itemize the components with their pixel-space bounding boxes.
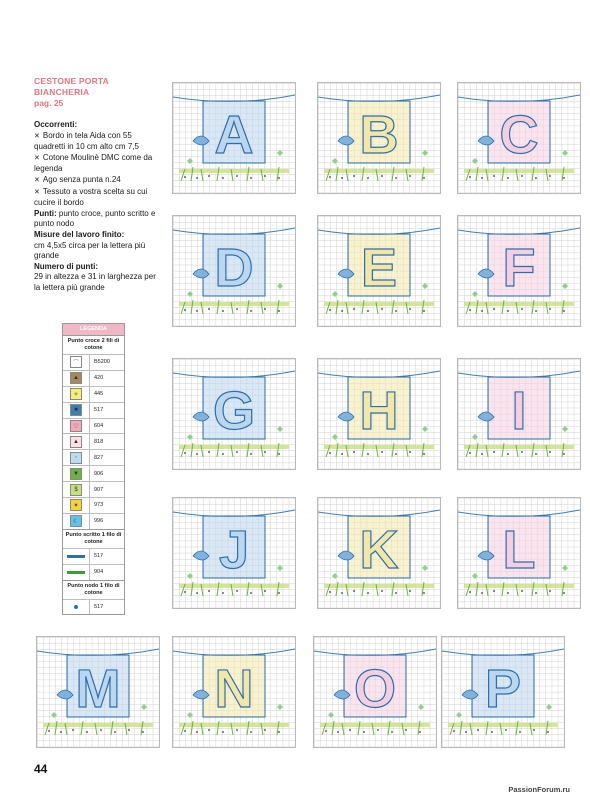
- chart-graphic: [314, 637, 436, 747]
- legend-swatch: [63, 450, 90, 465]
- legend-row: [63, 513, 124, 529]
- legend-row: [63, 497, 124, 513]
- cross-stitch-chart-p: [441, 636, 565, 748]
- swatch-symbol-icon: ☾: [70, 515, 82, 527]
- dmc-code: 904: [94, 569, 104, 576]
- legend-row: [63, 370, 124, 386]
- legend-nodo-heading: Punto nodo 1 filo di cotone: [63, 580, 124, 599]
- chart-graphic: [318, 359, 440, 469]
- chart-letter: I: [511, 381, 527, 441]
- chart-graphic: [318, 216, 440, 326]
- legend-row: [63, 386, 124, 402]
- legend-row: [63, 418, 124, 434]
- cross-stitch-chart-n: [172, 636, 296, 748]
- dmc-code: 973: [94, 502, 104, 509]
- legend-swatch: [63, 600, 90, 615]
- dmc-code: 517: [94, 407, 104, 414]
- legend-swatch: [63, 498, 90, 513]
- chart-graphic: [173, 637, 295, 747]
- dmc-code: 604: [94, 423, 104, 429]
- misure-heading: Misure del lavoro finito:: [34, 229, 125, 239]
- chart-graphic: [458, 498, 580, 608]
- legend-header: LEGENDA: [63, 324, 124, 335]
- cross-stitch-chart-c: [457, 82, 581, 194]
- chart-graphic: [458, 216, 580, 326]
- watermark: PassionForum.ru: [508, 785, 570, 794]
- punti-line: [34, 209, 164, 230]
- chart-letter: H: [359, 381, 399, 441]
- chart-letter: C: [499, 105, 539, 165]
- swatch-symbol-icon: ▲: [70, 372, 82, 384]
- legend-row: [63, 548, 124, 564]
- legend-swatch: [63, 549, 90, 564]
- chart-graphic: [173, 83, 295, 193]
- chart-letter: J: [218, 520, 250, 580]
- occorrenti-item: ✕ Ago senza punta n.24: [34, 175, 164, 187]
- article-info: [34, 76, 164, 294]
- cross-stitch-chart-f: [457, 215, 581, 327]
- cross-stitch-chart-j: [172, 497, 296, 609]
- article-body: [34, 120, 164, 294]
- punti-text: punto croce, punto scritto e punto nodo: [34, 208, 156, 229]
- cross-stitch-chart-i: [457, 358, 581, 470]
- cross-stitch-chart-g: [172, 358, 296, 470]
- legend-swatch: [63, 482, 90, 497]
- backstitch-line-icon: [67, 571, 85, 574]
- chart-letter: F: [502, 238, 536, 298]
- cross-stitch-chart-k: [317, 497, 441, 609]
- cross-stitch-chart-e: [317, 215, 441, 327]
- dmc-code: 517: [94, 553, 104, 560]
- chart-graphic: [173, 498, 295, 608]
- swatch-symbol-icon: ⌒: [70, 356, 82, 368]
- legend-nodo-rows: [63, 599, 124, 615]
- dmc-code: 445: [94, 391, 104, 398]
- swatch-symbol-icon: ▼: [70, 468, 82, 480]
- chart-graphic: [318, 83, 440, 193]
- dmc-code: 907: [94, 486, 104, 493]
- legend-row: [63, 433, 124, 449]
- legend-swatch: [63, 371, 90, 386]
- numero-text: 29 in altezza e 31 in larghezza per la lettera più grande: [34, 272, 156, 292]
- chart-graphic: [173, 216, 295, 326]
- legend-croce-heading: Punto croce 2 fili di cotone: [63, 335, 124, 354]
- legend-croce-rows: [63, 354, 124, 529]
- dmc-code: 906: [94, 470, 104, 477]
- swatch-symbol-icon: ♡: [70, 420, 82, 432]
- chart-letter: O: [353, 659, 397, 719]
- occorrenti-heading: Occorrenti:: [34, 120, 78, 129]
- cross-stitch-chart-d: [172, 215, 296, 327]
- swatch-symbol-icon: ✧: [70, 388, 82, 400]
- cross-stitch-chart-a: [172, 82, 296, 194]
- chart-graphic: [458, 359, 580, 469]
- swatch-symbol-icon: $: [70, 484, 82, 496]
- page-number: 44: [34, 762, 48, 776]
- occorrenti-item: ✕ Bordo in tela Aida con 55 quadretti in 10 cm alto cm 7,5: [34, 131, 164, 153]
- chart-graphic: [442, 637, 564, 747]
- legend-swatch: [63, 387, 90, 402]
- dmc-code: B5200: [94, 359, 110, 366]
- chart-letter: K: [359, 520, 399, 580]
- cross-stitch-chart-l: [457, 497, 581, 609]
- chart-letter: N: [214, 659, 254, 719]
- legend-row: [63, 564, 124, 580]
- dmc-code: 996: [94, 518, 104, 525]
- chart-letter: M: [75, 659, 121, 719]
- legend-swatch: [63, 434, 90, 449]
- article-title: CESTONE PORTA BIANCHERIA: [34, 76, 109, 97]
- cross-stitch-chart-m: [36, 636, 160, 748]
- french-knot-icon: [74, 605, 78, 609]
- cross-stitch-chart-o: [313, 636, 437, 748]
- legend-swatch: [63, 419, 90, 434]
- chart-letter: D: [214, 238, 254, 298]
- chart-letter: E: [360, 238, 398, 298]
- chart-graphic: [37, 637, 159, 747]
- chart-letter: G: [212, 381, 256, 441]
- chart-letter: B: [359, 105, 399, 165]
- chart-letter: A: [214, 105, 254, 165]
- legend-row: [63, 402, 124, 418]
- swatch-symbol-icon: ■: [70, 404, 82, 416]
- legend-row: [63, 449, 124, 465]
- legend-row: [63, 599, 124, 615]
- legend-scritto-rows: [63, 548, 124, 580]
- chart-graphic: [318, 498, 440, 608]
- dmc-code: 420: [94, 375, 104, 382]
- legend-row: [63, 354, 124, 370]
- dmc-code: 827: [94, 454, 104, 461]
- cross-stitch-chart-b: [317, 82, 441, 194]
- occorrenti-item: ✕ Tessuto a vostra scelta su cui cucire il bordo: [34, 187, 164, 209]
- swatch-symbol-icon: ▲: [70, 436, 82, 448]
- legend-scritto-heading: Punto scritto 1 filo di cotone: [63, 529, 124, 548]
- swatch-symbol-icon: ✶: [70, 499, 82, 511]
- chart-graphic: [173, 359, 295, 469]
- legend-swatch: [63, 355, 90, 370]
- chart-letter: P: [484, 659, 522, 719]
- article-page-ref: pag. 25: [34, 98, 64, 108]
- swatch-symbol-icon: ⸌: [70, 452, 82, 464]
- thread-legend: [62, 323, 125, 615]
- legend-swatch: [63, 403, 90, 418]
- legend-swatch: [63, 565, 90, 580]
- numero-heading: Numero di punti:: [34, 261, 98, 271]
- legend-swatch: [63, 514, 90, 529]
- cross-stitch-chart-h: [317, 358, 441, 470]
- chart-graphic: [458, 83, 580, 193]
- dmc-code: 818: [94, 438, 104, 445]
- legend-swatch: [63, 466, 90, 481]
- legend-row: [63, 481, 124, 497]
- occorrenti-item: ✕ Cotone Moulinè DMC come da legenda: [34, 153, 164, 175]
- legend-row: [63, 465, 124, 481]
- misure-text: cm 4,5x5 circa per la lettera più grande: [34, 240, 146, 261]
- backstitch-line-icon: [67, 555, 85, 558]
- dmc-code: 517: [94, 604, 104, 611]
- chart-letter: L: [502, 520, 536, 580]
- punti-heading: Punti:: [34, 208, 57, 218]
